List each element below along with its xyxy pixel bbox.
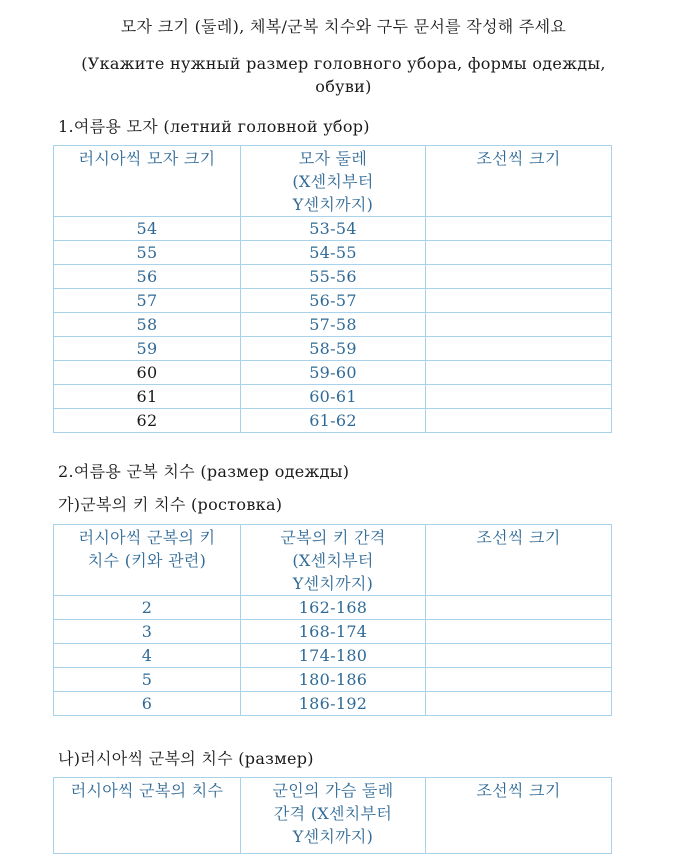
table-row (54, 217, 612, 241)
cell-korean-size (426, 217, 612, 241)
section2-subheading: 가)군복의 키 치수 (ростовка) (58, 495, 283, 514)
cell-russian-size: 61 (54, 385, 241, 409)
section3-subheading: 나)러시아씩 군복의 치수 (размер) (58, 749, 314, 768)
header-korean-size: 조선씩 크기 (426, 146, 612, 217)
cell-korean-size (426, 385, 612, 409)
cell-korean-size (426, 289, 612, 313)
cell-russian-size: 58 (54, 313, 241, 337)
cell-height-range: 186-192 (241, 692, 426, 716)
table-row (54, 337, 612, 361)
cell-circumference: 53-54 (241, 217, 426, 241)
section1-heading: 1.여름용 모자 (летний головной убор) (58, 117, 370, 136)
table-header-row (54, 146, 612, 217)
cell-russian-size: 59 (54, 337, 241, 361)
header-height-range: 군복의 키 간격 (X센치부터 Y센치까지) (241, 525, 426, 596)
cell-circumference: 60-61 (241, 385, 426, 409)
cell-circumference: 58-59 (241, 337, 426, 361)
cell-height-range: 174-180 (241, 644, 426, 668)
cell-korean-size (426, 644, 612, 668)
cell-height-size: 3 (54, 620, 241, 644)
table-row (54, 385, 612, 409)
table-header-row (54, 778, 612, 854)
header-korean-size: 조선씩 크기 (426, 525, 612, 596)
summer-cap-size-table (53, 145, 612, 433)
cell-russian-size: 56 (54, 265, 241, 289)
table-row (54, 620, 612, 644)
cell-circumference: 54-55 (241, 241, 426, 265)
cell-korean-size (426, 692, 612, 716)
table-row (54, 596, 612, 620)
table-row (54, 313, 612, 337)
cell-circumference: 55-56 (241, 265, 426, 289)
cell-korean-size (426, 668, 612, 692)
cell-russian-size: 60 (54, 361, 241, 385)
table-row (54, 241, 612, 265)
cell-korean-size (426, 337, 612, 361)
cell-height-size: 5 (54, 668, 241, 692)
cell-korean-size (426, 409, 612, 433)
cell-circumference: 57-58 (241, 313, 426, 337)
document-subtitle-continued: обуви) (315, 77, 372, 96)
cell-korean-size (426, 596, 612, 620)
header-russian-cap-size: 러시아씩 모자 크기 (54, 146, 241, 217)
cell-circumference: 59-60 (241, 361, 426, 385)
uniform-chest-size-table (53, 777, 612, 854)
cell-korean-size (426, 265, 612, 289)
cell-korean-size (426, 361, 612, 385)
cell-height-range: 162-168 (241, 596, 426, 620)
section2-heading: 2.여름용 군복 치수 (размер одежды) (58, 462, 350, 481)
uniform-height-size-table (53, 524, 612, 716)
table-header-row (54, 525, 612, 596)
cell-russian-size: 55 (54, 241, 241, 265)
header-russian-height-size: 러시아씩 군복의 키 치수 (키와 관련) (54, 525, 241, 596)
table-row (54, 668, 612, 692)
table-row (54, 265, 612, 289)
cell-height-size: 4 (54, 644, 241, 668)
header-chest-circumference: 군인의 가슴 둘레 간격 (X센치부터 Y센치까지) (241, 778, 426, 854)
table-row (54, 289, 612, 313)
table-row (54, 644, 612, 668)
cell-russian-size: 54 (54, 217, 241, 241)
document-subtitle: (Укажите нужный размер головного убора, формы одежды, (81, 54, 606, 73)
cell-korean-size (426, 241, 612, 265)
cell-circumference: 61-62 (241, 409, 426, 433)
table-row (54, 692, 612, 716)
header-korean-size: 조선씩 크기 (426, 778, 612, 854)
cell-height-size: 6 (54, 692, 241, 716)
cell-korean-size (426, 313, 612, 337)
table-row (54, 409, 612, 433)
header-russian-uniform-size: 러시아씩 군복의 치수 (54, 778, 241, 854)
cell-circumference: 56-57 (241, 289, 426, 313)
table-row (54, 361, 612, 385)
header-cap-circumference: 모자 둘레 (X센치부터 Y센치까지) (241, 146, 426, 217)
cell-height-size: 2 (54, 596, 241, 620)
cell-russian-size: 62 (54, 409, 241, 433)
document-title: 모자 크기 (둘레), 체복/군복 치수와 구두 문서를 작성해 주세요 (120, 17, 567, 36)
cell-russian-size: 57 (54, 289, 241, 313)
cell-height-range: 180-186 (241, 668, 426, 692)
cell-height-range: 168-174 (241, 620, 426, 644)
cell-korean-size (426, 620, 612, 644)
